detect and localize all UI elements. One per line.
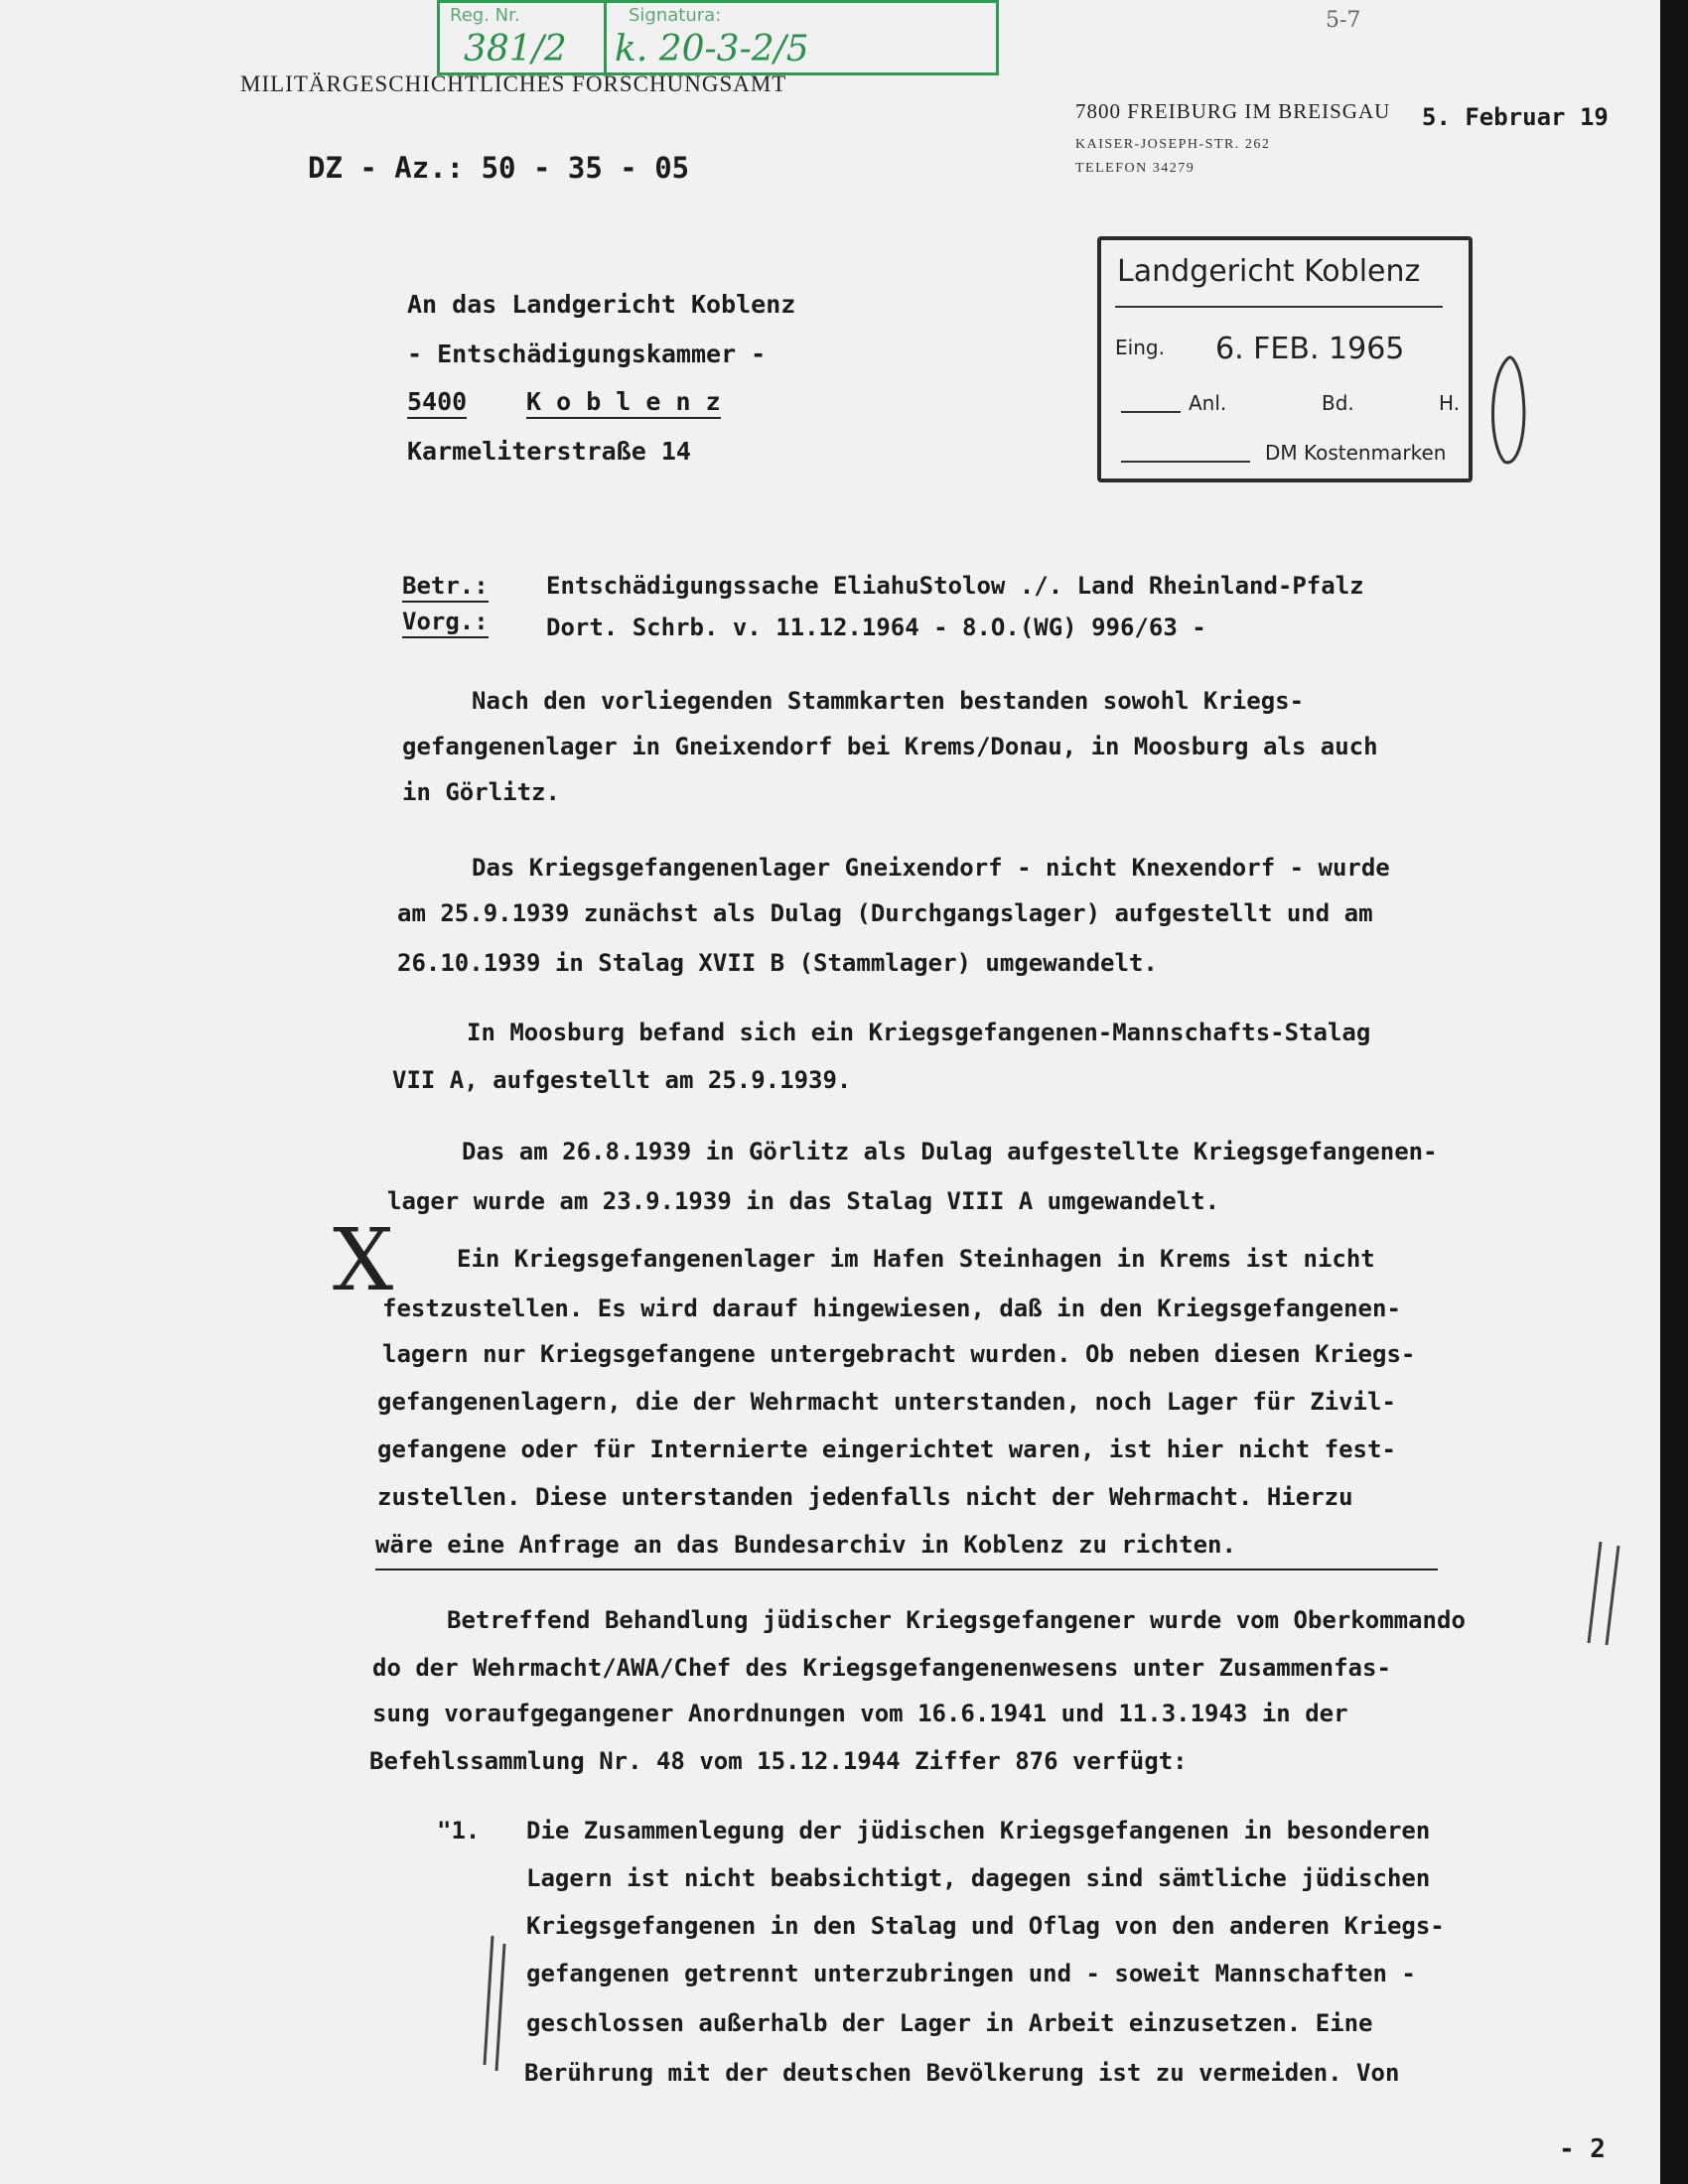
- body-line: Nach den vorliegenden Stammkarten bestanden sowohl Kriegs-: [472, 687, 1305, 715]
- court-stamp-eing-label: Eing.: [1115, 336, 1165, 359]
- subject-betr-text: Entschädigungssache EliahuStolow ./. Land Rheinland-Pfalz: [546, 572, 1364, 600]
- list-number: "1.: [437, 1817, 481, 1844]
- body-line: geschlossen außerhalb der Lager in Arbeit einzusetzen. Eine: [526, 2009, 1373, 2037]
- recipient-city: K o b l e n z: [526, 387, 721, 419]
- archive-stamp: [437, 0, 999, 75]
- body-line: lager wurde am 23.9.1939 in das Stalag VIII A umgewandelt.: [387, 1187, 1220, 1215]
- body-line: am 25.9.1939 zunächst als Dulag (Durchgangslager) aufgestellt und am: [397, 899, 1373, 927]
- body-line: Lagern ist nicht beabsichtigt, dagegen sind sämtliche jüdischen: [526, 1864, 1431, 1892]
- body-line: wäre eine Anfrage an das Bundesarchiv in Koblenz zu richten.: [375, 1531, 1236, 1559]
- letterhead-city: 7800 FREIBURG IM BREISGAU: [1075, 99, 1391, 123]
- letterhead-org: MILITÄRGESCHICHTLICHES FORSCHUNGSAMT: [240, 71, 787, 96]
- scan-edge: [1660, 0, 1688, 2184]
- archive-sig-label: Signatura:: [629, 5, 722, 26]
- archive-reg-label: Reg. Nr.: [450, 5, 520, 26]
- letterhead-phone: TELEFON 34279: [1075, 161, 1196, 176]
- body-line: gefangene oder für Internierte eingerichtet waren, ist hier nicht fest-: [377, 1435, 1396, 1463]
- subject-vorg-text: Dort. Schrb. v. 11.12.1964 - 8.O.(WG) 996/63 -: [546, 614, 1206, 641]
- recipient-line-4: Karmeliterstraße 14: [407, 437, 691, 466]
- court-stamp-title: Landgericht Koblenz: [1117, 254, 1421, 289]
- recipient-line-1: An das Landgericht Koblenz: [407, 290, 796, 319]
- margin-pencil-marks-lower: [475, 1926, 514, 2075]
- court-receipt-stamp: [1097, 236, 1473, 482]
- body-line: zustellen. Diese unterstanden jedenfalls nicht der Wehrmacht. Hierzu: [377, 1483, 1353, 1511]
- body-line: in Görlitz.: [402, 778, 560, 806]
- body-line: Kriegsgefangenen in den Stalag und Oflag von den anderen Kriegs-: [526, 1912, 1445, 1940]
- body-line: Ein Kriegsgefangenenlager im Hafen Steinhagen in Krems ist nicht: [457, 1245, 1375, 1273]
- subject-betr-label: Betr.:: [402, 572, 489, 603]
- archive-sig-value: k. 20-3-2/5: [615, 29, 809, 69]
- corner-mark: 5-7: [1326, 8, 1361, 33]
- letter-date: 5. Februar 19: [1422, 103, 1609, 131]
- court-stamp-bd: Bd.: [1322, 391, 1354, 415]
- body-line: gefangenenlagern, die der Wehrmacht unterstanden, noch Lager für Zivil-: [377, 1388, 1396, 1416]
- body-line: VII A, aufgestellt am 25.9.1939.: [392, 1066, 852, 1094]
- body-line: Das am 26.8.1939 in Görlitz als Dulag aufgestellte Kriegsgefangenen-: [462, 1138, 1438, 1165]
- body-line: gefangenenlager in Gneixendorf bei Krems/Donau, in Moosburg als auch: [402, 733, 1378, 760]
- margin-cross-mark: X: [333, 1211, 394, 1310]
- body-line: do der Wehrmacht/AWA/Chef des Kriegsgefangenenwesens unter Zusammenfas-: [372, 1654, 1391, 1682]
- archive-reg-value: 381/2: [464, 29, 567, 69]
- court-stamp-anl: Anl.: [1189, 391, 1227, 415]
- body-line: Das Kriegsgefangenenlager Gneixendorf - nicht Knexendorf - wurde: [472, 854, 1390, 882]
- margin-pencil-marks: [1579, 1534, 1628, 1653]
- handwritten-mark: [1479, 352, 1539, 472]
- body-line: Befehlssammlung Nr. 48 vom 15.12.1944 Ziffer 876 verfügt:: [369, 1747, 1188, 1775]
- recipient-line-2: - Entschädigungskammer -: [407, 340, 767, 368]
- body-line: 26.10.1939 in Stalag XVII B (Stammlager) umgewandelt.: [397, 949, 1158, 977]
- recipient-zip: 5400: [407, 387, 467, 419]
- body-line: Betreffend Behandlung jüdischer Kriegsgefangener wurde vom Oberkommando: [447, 1606, 1466, 1634]
- court-stamp-dm: DM Kostenmarken: [1265, 441, 1447, 465]
- letterhead-street: KAISER-JOSEPH-STR. 262: [1075, 137, 1271, 152]
- page-number: - 2: [1559, 2134, 1606, 2164]
- body-line: sung voraufgegangener Anordnungen vom 16.6.1941 und 11.3.1943 in der: [372, 1700, 1348, 1727]
- reference-number: DZ - Az.: 50 - 35 - 05: [308, 151, 690, 185]
- subject-vorg-label: Vorg.:: [402, 608, 489, 638]
- body-line: festzustellen. Es wird darauf hingewiesen, daß in den Kriegsgefangenen-: [382, 1295, 1401, 1322]
- body-line: lagern nur Kriegsgefangene untergebracht wurden. Ob neben diesen Kriegs-: [382, 1340, 1416, 1368]
- body-line: Die Zusammenlegung der jüdischen Kriegsgefangenen in besonderen: [526, 1817, 1431, 1844]
- court-stamp-h: H.: [1439, 391, 1461, 415]
- body-line: Berührung mit der deutschen Bevölkerung ist zu vermeiden. Von: [524, 2059, 1400, 2087]
- body-line: In Moosburg befand sich ein Kriegsgefangenen-Mannschafts-Stalag: [467, 1019, 1371, 1046]
- court-stamp-date: 6. FEB. 1965: [1215, 332, 1405, 366]
- body-line: gefangenen getrennt unterzubringen und - soweit Mannschaften -: [526, 1960, 1416, 1987]
- underline-rule: [375, 1569, 1438, 1570]
